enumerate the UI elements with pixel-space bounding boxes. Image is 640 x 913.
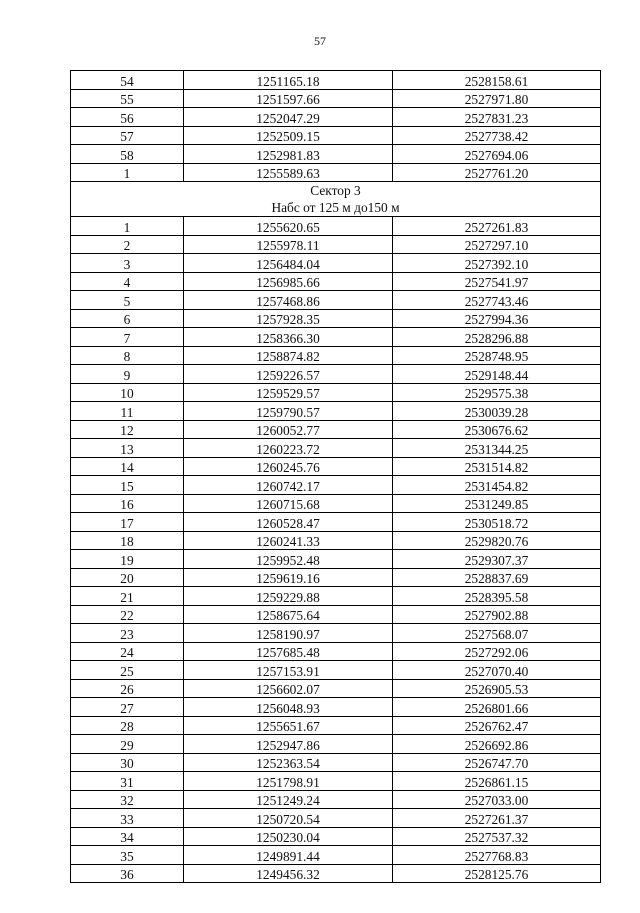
y-coordinate-cell: 2526905.53 xyxy=(393,679,601,698)
table-row xyxy=(71,328,601,347)
y-coordinate-cell: 2527070.40 xyxy=(393,661,601,680)
y-coordinate-cell: 2528125.76 xyxy=(393,864,601,883)
x-coordinate-cell: 1255620.65 xyxy=(184,217,393,236)
table-row xyxy=(71,476,601,495)
point-number-cell: 7 xyxy=(71,328,184,347)
y-coordinate-cell: 2530039.28 xyxy=(393,402,601,421)
y-coordinate-cell: 2527537.32 xyxy=(393,827,601,846)
x-coordinate-cell: 1251165.18 xyxy=(184,71,393,90)
y-coordinate-cell: 2529148.44 xyxy=(393,365,601,384)
y-coordinate-cell: 2527971.80 xyxy=(393,89,601,108)
y-coordinate-cell: 2531454.82 xyxy=(393,476,601,495)
x-coordinate-cell: 1259226.57 xyxy=(184,365,393,384)
y-coordinate-cell: 2528158.61 xyxy=(393,71,601,90)
point-number-cell: 29 xyxy=(71,735,184,754)
x-coordinate-cell: 1259790.57 xyxy=(184,402,393,421)
table-row xyxy=(71,864,601,883)
x-coordinate-cell: 1257928.35 xyxy=(184,309,393,328)
y-coordinate-cell: 2527743.46 xyxy=(393,291,601,310)
x-coordinate-cell: 1260528.47 xyxy=(184,513,393,532)
point-number-cell: 22 xyxy=(71,605,184,624)
point-number-cell: 36 xyxy=(71,864,184,883)
y-coordinate-cell: 2526801.66 xyxy=(393,698,601,717)
table-row xyxy=(71,790,601,809)
y-coordinate-cell: 2527392.10 xyxy=(393,254,601,273)
y-coordinate-cell: 2526692.86 xyxy=(393,735,601,754)
y-coordinate-cell: 2529820.76 xyxy=(393,531,601,550)
point-number-cell: 5 xyxy=(71,291,184,310)
table-row xyxy=(71,550,601,569)
y-coordinate-cell: 2528748.95 xyxy=(393,346,601,365)
table-row xyxy=(71,457,601,476)
y-coordinate-cell: 2527761.20 xyxy=(393,163,601,182)
point-number-cell: 26 xyxy=(71,679,184,698)
table-row xyxy=(71,587,601,606)
table-row xyxy=(71,163,601,182)
x-coordinate-cell: 1260241.33 xyxy=(184,531,393,550)
table-row xyxy=(71,217,601,236)
point-number-cell: 58 xyxy=(71,145,184,164)
point-number-cell: 27 xyxy=(71,698,184,717)
x-coordinate-cell: 1260052.77 xyxy=(184,420,393,439)
point-number-cell: 12 xyxy=(71,420,184,439)
point-number-cell: 19 xyxy=(71,550,184,569)
point-number-cell: 23 xyxy=(71,624,184,643)
x-coordinate-cell: 1258190.97 xyxy=(184,624,393,643)
x-coordinate-cell: 1255651.67 xyxy=(184,716,393,735)
table-row xyxy=(71,365,601,384)
point-number-cell: 8 xyxy=(71,346,184,365)
point-number-cell: 4 xyxy=(71,272,184,291)
x-coordinate-cell: 1257468.86 xyxy=(184,291,393,310)
table-row xyxy=(71,624,601,643)
table-row xyxy=(71,309,601,328)
y-coordinate-cell: 2527261.83 xyxy=(393,217,601,236)
point-number-cell: 14 xyxy=(71,457,184,476)
y-coordinate-cell: 2527292.06 xyxy=(393,642,601,661)
table-row xyxy=(71,272,601,291)
table-row xyxy=(71,846,601,865)
y-coordinate-cell: 2531344.25 xyxy=(393,439,601,458)
x-coordinate-cell: 1250230.04 xyxy=(184,827,393,846)
x-coordinate-cell: 1252509.15 xyxy=(184,126,393,145)
coordinates-table xyxy=(70,70,601,883)
x-coordinate-cell: 1252363.54 xyxy=(184,753,393,772)
point-number-cell: 34 xyxy=(71,827,184,846)
y-coordinate-cell: 2527261.37 xyxy=(393,809,601,828)
table-row xyxy=(71,513,601,532)
y-coordinate-cell: 2527568.07 xyxy=(393,624,601,643)
table-row xyxy=(71,661,601,680)
table-row xyxy=(71,531,601,550)
x-coordinate-cell: 1250720.54 xyxy=(184,809,393,828)
point-number-cell: 9 xyxy=(71,365,184,384)
point-number-cell: 6 xyxy=(71,309,184,328)
page-number: 57 xyxy=(314,34,326,48)
y-coordinate-cell: 2527994.36 xyxy=(393,309,601,328)
table-row xyxy=(71,346,601,365)
x-coordinate-cell: 1256484.04 xyxy=(184,254,393,273)
point-number-cell: 2 xyxy=(71,235,184,254)
table-row xyxy=(71,235,601,254)
point-number-cell: 33 xyxy=(71,809,184,828)
x-coordinate-cell: 1257153.91 xyxy=(184,661,393,680)
x-coordinate-cell: 1260715.68 xyxy=(184,494,393,513)
table-row xyxy=(71,108,601,127)
point-number-cell: 55 xyxy=(71,89,184,108)
point-number-cell: 13 xyxy=(71,439,184,458)
y-coordinate-cell: 2531249.85 xyxy=(393,494,601,513)
point-number-cell: 56 xyxy=(71,108,184,127)
y-coordinate-cell: 2531514.82 xyxy=(393,457,601,476)
y-coordinate-cell: 2527902.88 xyxy=(393,605,601,624)
point-number-cell: 18 xyxy=(71,531,184,550)
point-number-cell: 28 xyxy=(71,716,184,735)
x-coordinate-cell: 1251798.91 xyxy=(184,772,393,791)
y-coordinate-cell: 2529307.37 xyxy=(393,550,601,569)
y-coordinate-cell: 2527541.97 xyxy=(393,272,601,291)
x-coordinate-cell: 1260742.17 xyxy=(184,476,393,495)
x-coordinate-cell: 1256985.66 xyxy=(184,272,393,291)
table-row xyxy=(71,383,601,402)
table-row xyxy=(71,809,601,828)
table-row xyxy=(71,420,601,439)
point-number-cell: 25 xyxy=(71,661,184,680)
y-coordinate-cell: 2530676.62 xyxy=(393,420,601,439)
x-coordinate-cell: 1255978.11 xyxy=(184,235,393,254)
y-coordinate-cell: 2527768.83 xyxy=(393,846,601,865)
section-header-cell xyxy=(71,182,601,217)
section-header-row xyxy=(71,182,601,217)
table-row xyxy=(71,145,601,164)
table-row xyxy=(71,291,601,310)
point-number-cell: 16 xyxy=(71,494,184,513)
table-row xyxy=(71,698,601,717)
x-coordinate-cell: 1249456.32 xyxy=(184,864,393,883)
point-number-cell: 30 xyxy=(71,753,184,772)
x-coordinate-cell: 1251597.66 xyxy=(184,89,393,108)
y-coordinate-cell: 2528296.88 xyxy=(393,328,601,347)
section-header-group xyxy=(71,182,601,217)
section-subtitle: Набс от 125 м до150 м xyxy=(271,200,400,215)
x-coordinate-cell: 1259952.48 xyxy=(184,550,393,569)
point-number-cell: 1 xyxy=(71,163,184,182)
y-coordinate-cell: 2529575.38 xyxy=(393,383,601,402)
x-coordinate-cell: 1249891.44 xyxy=(184,846,393,865)
x-coordinate-cell: 1251249.24 xyxy=(184,790,393,809)
y-coordinate-cell: 2527738.42 xyxy=(393,126,601,145)
x-coordinate-cell: 1255589.63 xyxy=(184,163,393,182)
point-number-cell: 21 xyxy=(71,587,184,606)
point-number-cell: 54 xyxy=(71,71,184,90)
table-row xyxy=(71,679,601,698)
x-coordinate-cell: 1258675.64 xyxy=(184,605,393,624)
x-coordinate-cell: 1259529.57 xyxy=(184,383,393,402)
x-coordinate-cell: 1252947.86 xyxy=(184,735,393,754)
x-coordinate-cell: 1258874.82 xyxy=(184,346,393,365)
table-row xyxy=(71,568,601,587)
y-coordinate-cell: 2528837.69 xyxy=(393,568,601,587)
point-number-cell: 15 xyxy=(71,476,184,495)
table-row xyxy=(71,753,601,772)
table-row xyxy=(71,402,601,421)
y-coordinate-cell: 2526762.47 xyxy=(393,716,601,735)
y-coordinate-cell: 2527297.10 xyxy=(393,235,601,254)
point-number-cell: 32 xyxy=(71,790,184,809)
x-coordinate-cell: 1260245.76 xyxy=(184,457,393,476)
point-number-cell: 57 xyxy=(71,126,184,145)
table-row xyxy=(71,772,601,791)
rows-before-section xyxy=(71,71,601,182)
table-row xyxy=(71,735,601,754)
table-row xyxy=(71,605,601,624)
x-coordinate-cell: 1259619.16 xyxy=(184,568,393,587)
x-coordinate-cell: 1260223.72 xyxy=(184,439,393,458)
point-number-cell: 20 xyxy=(71,568,184,587)
y-coordinate-cell: 2527831.23 xyxy=(393,108,601,127)
x-coordinate-cell: 1256048.93 xyxy=(184,698,393,717)
x-coordinate-cell: 1259229.88 xyxy=(184,587,393,606)
point-number-cell: 31 xyxy=(71,772,184,791)
table-row xyxy=(71,439,601,458)
point-number-cell: 24 xyxy=(71,642,184,661)
table-row xyxy=(71,254,601,273)
x-coordinate-cell: 1257685.48 xyxy=(184,642,393,661)
y-coordinate-cell: 2526747.70 xyxy=(393,753,601,772)
x-coordinate-cell: 1256602.07 xyxy=(184,679,393,698)
point-number-cell: 17 xyxy=(71,513,184,532)
table-row xyxy=(71,716,601,735)
y-coordinate-cell: 2526861.15 xyxy=(393,772,601,791)
y-coordinate-cell: 2530518.72 xyxy=(393,513,601,532)
point-number-cell: 11 xyxy=(71,402,184,421)
x-coordinate-cell: 1252047.29 xyxy=(184,108,393,127)
x-coordinate-cell: 1258366.30 xyxy=(184,328,393,347)
point-number-cell: 10 xyxy=(71,383,184,402)
table-row xyxy=(71,827,601,846)
section-title: Сектор 3 xyxy=(310,183,361,198)
point-number-cell: 3 xyxy=(71,254,184,273)
y-coordinate-cell: 2528395.58 xyxy=(393,587,601,606)
table-row xyxy=(71,642,601,661)
rows-after-section xyxy=(71,217,601,883)
point-number-cell: 1 xyxy=(71,217,184,236)
table-row xyxy=(71,89,601,108)
y-coordinate-cell: 2527694.06 xyxy=(393,145,601,164)
x-coordinate-cell: 1252981.83 xyxy=(184,145,393,164)
point-number-cell: 35 xyxy=(71,846,184,865)
y-coordinate-cell: 2527033.00 xyxy=(393,790,601,809)
table-row xyxy=(71,494,601,513)
table-row xyxy=(71,126,601,145)
table-row xyxy=(71,71,601,90)
